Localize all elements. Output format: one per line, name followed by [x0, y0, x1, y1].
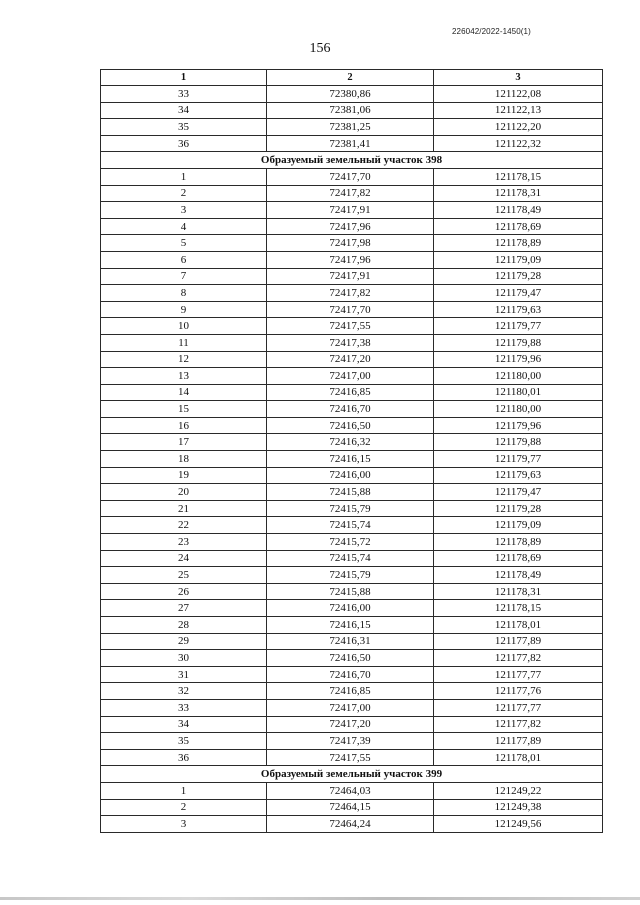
y-coordinate-cell: 121177,82 [434, 716, 603, 733]
table-row [101, 484, 603, 501]
point-number-cell: 35 [101, 733, 267, 750]
point-number-cell: 27 [101, 600, 267, 617]
point-number-cell: 23 [101, 534, 267, 551]
table-row [101, 583, 603, 600]
table-row [101, 799, 603, 816]
table-row [101, 268, 603, 285]
point-number-cell: 1 [101, 168, 267, 185]
table-row [101, 168, 603, 185]
point-number-cell: 2 [101, 185, 267, 202]
x-coordinate-cell: 72417,20 [267, 351, 434, 368]
y-coordinate-cell: 121178,49 [434, 202, 603, 219]
y-coordinate-cell: 121179,96 [434, 351, 603, 368]
y-coordinate-cell: 121178,89 [434, 235, 603, 252]
point-number-cell: 22 [101, 517, 267, 534]
point-number-cell: 28 [101, 617, 267, 634]
y-coordinate-cell: 121179,63 [434, 467, 603, 484]
table-row [101, 633, 603, 650]
x-coordinate-cell: 72415,74 [267, 550, 434, 567]
x-coordinate-cell: 72417,00 [267, 368, 434, 385]
table-row [101, 218, 603, 235]
x-coordinate-cell: 72417,55 [267, 318, 434, 335]
x-coordinate-cell: 72415,88 [267, 583, 434, 600]
coordinates-table [100, 69, 603, 833]
x-coordinate-cell: 72416,00 [267, 467, 434, 484]
point-number-cell: 19 [101, 467, 267, 484]
y-coordinate-cell: 121178,49 [434, 567, 603, 584]
table-row [101, 251, 603, 268]
x-coordinate-cell: 72417,39 [267, 733, 434, 750]
table-row [101, 816, 603, 833]
table-row [101, 285, 603, 302]
point-number-cell: 12 [101, 351, 267, 368]
point-number-cell: 16 [101, 417, 267, 434]
y-coordinate-cell: 121249,22 [434, 782, 603, 799]
table-row [101, 417, 603, 434]
point-number-cell: 34 [101, 102, 267, 119]
x-coordinate-cell: 72416,85 [267, 384, 434, 401]
table-row [101, 716, 603, 733]
x-coordinate-cell: 72416,50 [267, 650, 434, 667]
table-header-row [101, 70, 603, 86]
table-row [101, 318, 603, 335]
point-number-cell: 25 [101, 567, 267, 584]
y-coordinate-cell: 121178,15 [434, 168, 603, 185]
x-coordinate-cell: 72415,72 [267, 534, 434, 551]
x-coordinate-cell: 72417,82 [267, 285, 434, 302]
y-coordinate-cell: 121180,00 [434, 401, 603, 418]
table-row [101, 567, 603, 584]
y-coordinate-cell: 121122,32 [434, 135, 603, 152]
y-coordinate-cell: 121177,82 [434, 650, 603, 667]
y-coordinate-cell: 121179,28 [434, 500, 603, 517]
point-number-cell: 8 [101, 285, 267, 302]
table-row [101, 334, 603, 351]
section-title: Образуемый земельный участок 399 [101, 766, 603, 783]
x-coordinate-cell: 72417,00 [267, 699, 434, 716]
y-coordinate-cell: 121179,09 [434, 517, 603, 534]
y-coordinate-cell: 121180,01 [434, 384, 603, 401]
x-coordinate-cell: 72417,96 [267, 251, 434, 268]
y-coordinate-cell: 121179,63 [434, 301, 603, 318]
table-row [101, 534, 603, 551]
point-number-cell: 33 [101, 699, 267, 716]
point-number-cell: 13 [101, 368, 267, 385]
point-number-cell: 29 [101, 633, 267, 650]
y-coordinate-cell: 121179,96 [434, 417, 603, 434]
x-coordinate-cell: 72416,70 [267, 401, 434, 418]
y-coordinate-cell: 121177,76 [434, 683, 603, 700]
table-row [101, 683, 603, 700]
point-number-cell: 30 [101, 650, 267, 667]
table-row [101, 301, 603, 318]
x-coordinate-cell: 72415,79 [267, 567, 434, 584]
x-coordinate-cell: 72380,86 [267, 86, 434, 103]
y-coordinate-cell: 121178,89 [434, 534, 603, 551]
x-coordinate-cell: 72416,00 [267, 600, 434, 617]
point-number-cell: 18 [101, 451, 267, 468]
table-row [101, 384, 603, 401]
x-coordinate-cell: 72415,79 [267, 500, 434, 517]
point-number-cell: 9 [101, 301, 267, 318]
y-coordinate-cell: 121178,69 [434, 550, 603, 567]
x-coordinate-cell: 72417,20 [267, 716, 434, 733]
table-row [101, 749, 603, 766]
y-coordinate-cell: 121122,08 [434, 86, 603, 103]
y-coordinate-cell: 121179,47 [434, 285, 603, 302]
point-number-cell: 36 [101, 135, 267, 152]
x-coordinate-cell: 72417,98 [267, 235, 434, 252]
y-coordinate-cell: 121179,09 [434, 251, 603, 268]
y-coordinate-cell: 121179,77 [434, 451, 603, 468]
point-number-cell: 26 [101, 583, 267, 600]
table-row [101, 185, 603, 202]
point-number-cell: 7 [101, 268, 267, 285]
x-coordinate-cell: 72417,70 [267, 168, 434, 185]
x-coordinate-cell: 72417,91 [267, 268, 434, 285]
table-row [101, 202, 603, 219]
point-number-cell: 31 [101, 666, 267, 683]
x-coordinate-cell: 72381,41 [267, 135, 434, 152]
y-coordinate-cell: 121122,20 [434, 119, 603, 136]
y-coordinate-cell: 121178,01 [434, 749, 603, 766]
column-header: 1 [101, 70, 267, 86]
x-coordinate-cell: 72416,15 [267, 451, 434, 468]
table-row [101, 102, 603, 119]
point-number-cell: 2 [101, 799, 267, 816]
table-row [101, 434, 603, 451]
section-header-row [101, 152, 603, 169]
table-row [101, 351, 603, 368]
x-coordinate-cell: 72415,88 [267, 484, 434, 501]
y-coordinate-cell: 121179,47 [434, 484, 603, 501]
table-row [101, 600, 603, 617]
section-header-row [101, 766, 603, 783]
x-coordinate-cell: 72416,15 [267, 617, 434, 634]
table-row [101, 368, 603, 385]
section-title: Образуемый земельный участок 398 [101, 152, 603, 169]
point-number-cell: 14 [101, 384, 267, 401]
x-coordinate-cell: 72417,38 [267, 334, 434, 351]
table-row [101, 500, 603, 517]
table-row [101, 650, 603, 667]
point-number-cell: 24 [101, 550, 267, 567]
x-coordinate-cell: 72416,32 [267, 434, 434, 451]
y-coordinate-cell: 121179,28 [434, 268, 603, 285]
y-coordinate-cell: 121249,38 [434, 799, 603, 816]
table-row [101, 782, 603, 799]
point-number-cell: 34 [101, 716, 267, 733]
y-coordinate-cell: 121249,56 [434, 816, 603, 833]
x-coordinate-cell: 72416,50 [267, 417, 434, 434]
y-coordinate-cell: 121177,89 [434, 633, 603, 650]
x-coordinate-cell: 72417,70 [267, 301, 434, 318]
column-header: 2 [267, 70, 434, 86]
table-row [101, 235, 603, 252]
y-coordinate-cell: 121122,13 [434, 102, 603, 119]
table-row [101, 135, 603, 152]
column-header: 3 [434, 70, 603, 86]
point-number-cell: 4 [101, 218, 267, 235]
table-row [101, 517, 603, 534]
point-number-cell: 21 [101, 500, 267, 517]
scan-edge-artifact [0, 897, 640, 900]
y-coordinate-cell: 121177,89 [434, 733, 603, 750]
y-coordinate-cell: 121177,77 [434, 699, 603, 716]
point-number-cell: 11 [101, 334, 267, 351]
table-row [101, 451, 603, 468]
y-coordinate-cell: 121179,88 [434, 334, 603, 351]
table-row [101, 733, 603, 750]
point-number-cell: 17 [101, 434, 267, 451]
table-row [101, 467, 603, 484]
x-coordinate-cell: 72417,91 [267, 202, 434, 219]
y-coordinate-cell: 121179,88 [434, 434, 603, 451]
x-coordinate-cell: 72416,85 [267, 683, 434, 700]
x-coordinate-cell: 72416,31 [267, 633, 434, 650]
y-coordinate-cell: 121178,69 [434, 218, 603, 235]
table-row [101, 401, 603, 418]
table-row [101, 699, 603, 716]
x-coordinate-cell: 72417,96 [267, 218, 434, 235]
table-row [101, 666, 603, 683]
x-coordinate-cell: 72464,15 [267, 799, 434, 816]
point-number-cell: 36 [101, 749, 267, 766]
y-coordinate-cell: 121179,77 [434, 318, 603, 335]
x-coordinate-cell: 72381,06 [267, 102, 434, 119]
point-number-cell: 3 [101, 202, 267, 219]
y-coordinate-cell: 121178,31 [434, 583, 603, 600]
point-number-cell: 10 [101, 318, 267, 335]
page-number: 156 [309, 41, 331, 56]
y-coordinate-cell: 121177,77 [434, 666, 603, 683]
y-coordinate-cell: 121180,00 [434, 368, 603, 385]
x-coordinate-cell: 72417,55 [267, 749, 434, 766]
point-number-cell: 5 [101, 235, 267, 252]
x-coordinate-cell: 72415,74 [267, 517, 434, 534]
x-coordinate-cell: 72464,24 [267, 816, 434, 833]
table-row [101, 86, 603, 103]
x-coordinate-cell: 72381,25 [267, 119, 434, 136]
point-number-cell: 15 [101, 401, 267, 418]
point-number-cell: 33 [101, 86, 267, 103]
point-number-cell: 6 [101, 251, 267, 268]
x-coordinate-cell: 72464,03 [267, 782, 434, 799]
x-coordinate-cell: 72416,70 [267, 666, 434, 683]
y-coordinate-cell: 121178,31 [434, 185, 603, 202]
point-number-cell: 35 [101, 119, 267, 136]
y-coordinate-cell: 121178,15 [434, 600, 603, 617]
y-coordinate-cell: 121178,01 [434, 617, 603, 634]
point-number-cell: 32 [101, 683, 267, 700]
point-number-cell: 3 [101, 816, 267, 833]
table-row [101, 617, 603, 634]
point-number-cell: 20 [101, 484, 267, 501]
table-row [101, 119, 603, 136]
table-row [101, 550, 603, 567]
document-number: 226042/2022-1450(1) [452, 27, 531, 36]
x-coordinate-cell: 72417,82 [267, 185, 434, 202]
point-number-cell: 1 [101, 782, 267, 799]
